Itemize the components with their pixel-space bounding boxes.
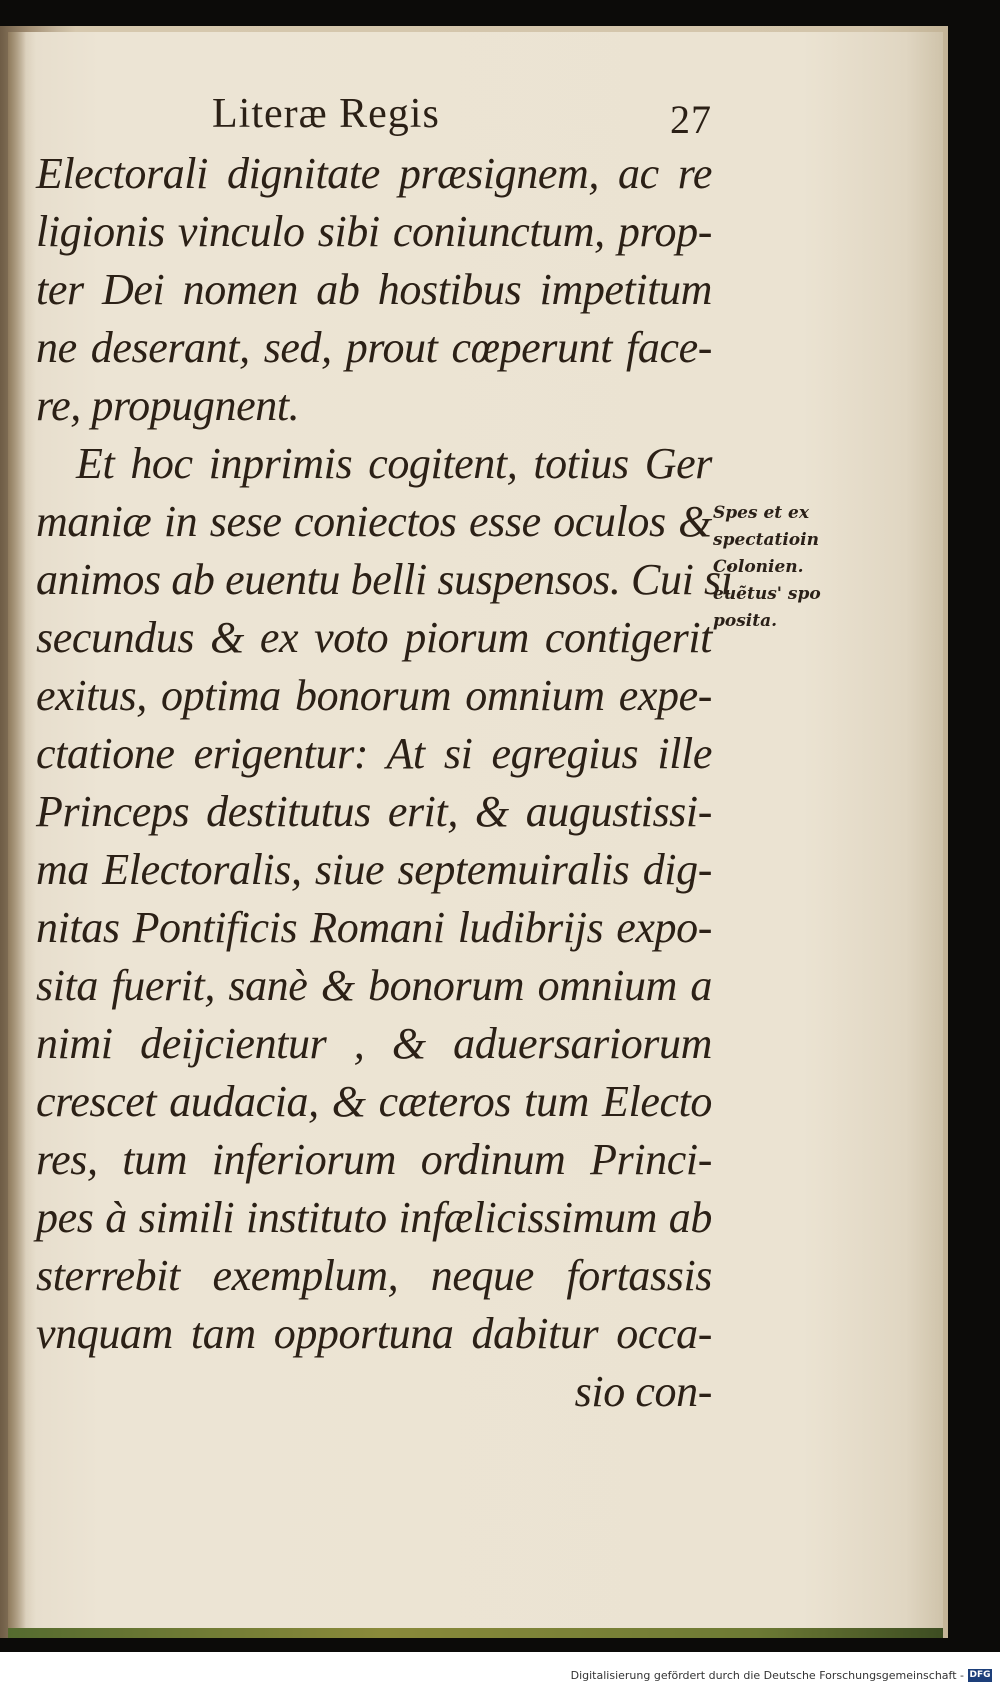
text-line: exitus, optima bonorum omnium expe- (36, 671, 712, 720)
page-gutter-shadow (8, 32, 26, 1628)
marginal-note-line: Colonien. (713, 557, 804, 577)
text-line: ter Dei nomen ab hostibus impetitum (36, 265, 712, 314)
text-line: maniæ in sese coniectos esse oculos & (36, 497, 712, 546)
text-line: nitas Pontificis Romani ludibrijs expo- (36, 903, 712, 952)
text-line: Princeps destitutus erit, & augustissi- (36, 787, 712, 836)
text-line: nimi deijcientur , & aduersariorum (36, 1019, 712, 1068)
text-line: re, propugnent. (36, 381, 300, 430)
running-head (212, 90, 712, 150)
body-text (36, 145, 733, 1421)
text-line: ligionis vinculo sibi coniunctum, prop- (36, 207, 712, 256)
marginal-note-line: Spes et ex (713, 503, 810, 523)
marginal-note-line: euẽtus' spo (713, 584, 821, 604)
text-line: Et hoc inprimis cogitent, totius Ger (76, 439, 712, 488)
text-line: sterrebit exemplum, neque fortassis (36, 1251, 712, 1300)
text-line: ma Electoralis, siue septemuiralis dig- (36, 845, 712, 894)
text-line: res, tum inferiorum ordinum Princi- (36, 1135, 712, 1184)
running-head-title: Literæ Regis (212, 91, 440, 137)
text-line: ne deserant, sed, prout cœperunt face- (36, 323, 712, 372)
text-line: animos ab euentu belli suspensos. Cui si (36, 555, 733, 604)
dfg-logo: DFG (969, 1670, 991, 1680)
text-line: pes à simili instituto infælicissimum ab (36, 1193, 712, 1242)
text-line: Electorali dignitate præsignem, ac re (36, 149, 712, 198)
text-line: crescet audacia, & cæteros tum Electo (36, 1077, 712, 1126)
marginal-note (713, 500, 831, 635)
text-line: vnquam tam opportuna dabitur occa- (36, 1309, 712, 1358)
book-edge-gilt (8, 1628, 943, 1638)
catchword-line: sio con- (574, 1367, 712, 1416)
page-number: 27 (670, 97, 712, 142)
marginal-note-line: spectatioin (713, 530, 819, 550)
text-line: sita fuerit, sanè & bonorum omnium a (36, 961, 712, 1010)
marginal-note-line: posita. (713, 611, 778, 631)
text-line: ctatione erigentur: At si egregius ille (36, 729, 712, 778)
text-line: secundus & ex voto piorum contigerit (36, 613, 712, 662)
footer-credit: Digitalisierung gefördert durch die Deutsche Forschungsgemeinschaft - (570, 1669, 964, 1682)
